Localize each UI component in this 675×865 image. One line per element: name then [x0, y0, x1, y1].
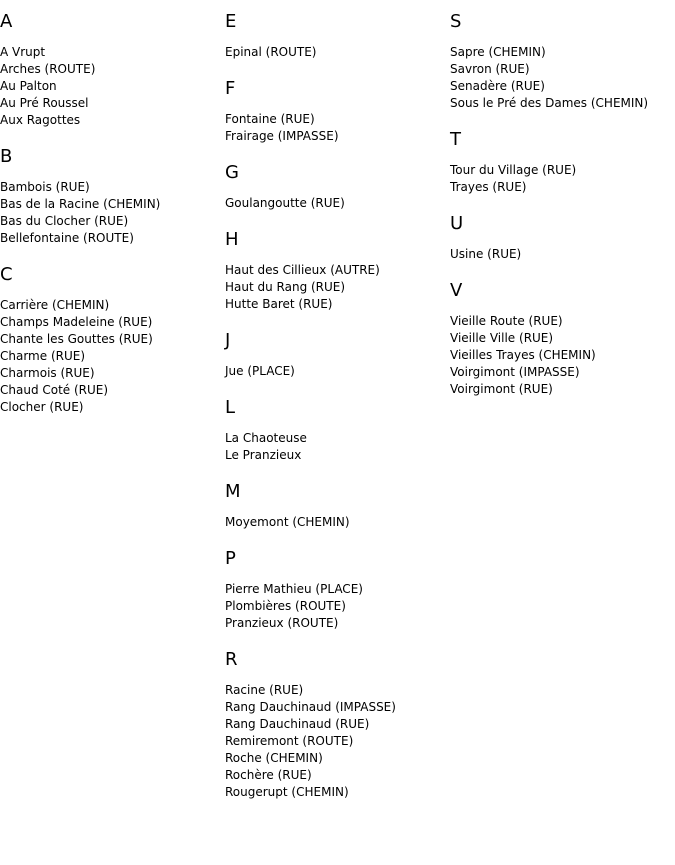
letter-section [450, 10, 675, 112]
section-letter-heading: M [225, 481, 241, 502]
street-link[interactable]: Chaud Coté (RUE) [0, 383, 109, 397]
street-list [225, 195, 450, 212]
letter-section [450, 279, 675, 398]
street-list [225, 44, 450, 61]
street-link[interactable]: Frairage (IMPASSE) [225, 129, 339, 143]
section-letter-heading: E [225, 11, 237, 32]
letter-section [225, 161, 450, 212]
section-letter-heading: F [225, 78, 236, 99]
street-link[interactable]: Hutte Baret (RUE) [225, 297, 333, 311]
street-link[interactable]: Savron (RUE) [450, 62, 530, 76]
street-link[interactable]: Rochère (RUE) [225, 768, 312, 782]
street-link[interactable]: Champs Madeleine (RUE) [0, 315, 153, 329]
street-link[interactable]: Tour du Village (RUE) [450, 163, 577, 177]
street-link[interactable]: Remiremont (ROUTE) [225, 734, 354, 748]
street-list [450, 313, 675, 398]
letter-section [225, 648, 450, 801]
letter-section [225, 396, 450, 464]
letter-section [0, 145, 225, 247]
street-link[interactable]: Haut des Cillieux (AUTRE) [225, 263, 380, 277]
street-link[interactable]: Fontaine (RUE) [225, 112, 315, 126]
street-link[interactable]: Vieille Ville (RUE) [450, 331, 554, 345]
section-letter-heading: P [225, 548, 236, 569]
street-link[interactable]: Sous le Pré des Dames (CHEMIN) [450, 96, 649, 110]
letter-section [225, 480, 450, 531]
street-link[interactable]: Rang Dauchinaud (RUE) [225, 717, 370, 731]
section-letter-heading: C [0, 264, 13, 285]
street-link[interactable]: Chante les Gouttes (RUE) [0, 332, 153, 346]
street-link[interactable]: Aux Ragottes [0, 113, 81, 127]
section-letter-heading: B [0, 146, 13, 167]
street-link[interactable]: Charme (RUE) [0, 349, 86, 363]
section-letter-heading: A [0, 11, 13, 32]
street-link[interactable]: A Vrupt [0, 45, 46, 59]
section-letter-heading: J [225, 330, 231, 351]
letter-section [450, 128, 675, 196]
street-list [225, 363, 450, 380]
section-letter-heading: U [450, 213, 464, 234]
street-index-column-3 [450, 0, 675, 414]
letter-section [0, 10, 225, 129]
section-letter-heading: V [450, 280, 463, 301]
street-list [0, 44, 225, 129]
street-link[interactable]: Arches (ROUTE) [0, 62, 96, 76]
street-link[interactable]: Voirgimont (RUE) [450, 382, 553, 396]
street-link[interactable]: Rougerupt (CHEMIN) [225, 785, 349, 799]
street-link[interactable]: Plombières (ROUTE) [225, 599, 346, 613]
street-link[interactable]: Voirgimont (IMPASSE) [450, 365, 580, 379]
street-link[interactable]: Roche (CHEMIN) [225, 751, 323, 765]
street-index-column-2 [225, 0, 450, 817]
street-link[interactable]: Pranzieux (ROUTE) [225, 616, 339, 630]
street-link[interactable]: Vieille Route (RUE) [450, 314, 563, 328]
street-link[interactable]: Sapre (CHEMIN) [450, 45, 546, 59]
street-link[interactable]: Vieilles Trayes (CHEMIN) [450, 348, 596, 362]
street-link[interactable]: Bambois (RUE) [0, 180, 90, 194]
section-letter-heading: L [225, 397, 236, 418]
street-list [0, 297, 225, 416]
street-link[interactable]: Senadère (RUE) [450, 79, 545, 93]
street-list [225, 514, 450, 531]
street-list [450, 44, 675, 112]
street-link[interactable]: La Chaoteuse [225, 431, 307, 445]
street-link[interactable]: Jue (PLACE) [225, 364, 295, 378]
street-link[interactable]: Racine (RUE) [225, 683, 304, 697]
section-letter-heading: R [225, 649, 238, 670]
section-letter-heading: S [450, 11, 462, 32]
section-letter-heading: T [450, 129, 461, 150]
letter-section [225, 10, 450, 61]
street-list [225, 430, 450, 464]
letter-section [0, 263, 225, 416]
street-link[interactable]: Haut du Rang (RUE) [225, 280, 346, 294]
street-link[interactable]: Bas du Clocher (RUE) [0, 214, 129, 228]
street-link[interactable]: Trayes (RUE) [450, 180, 527, 194]
street-list [225, 682, 450, 801]
letter-section [225, 329, 450, 380]
street-link[interactable]: Goulangoutte (RUE) [225, 196, 345, 210]
street-list [225, 111, 450, 145]
letter-section [225, 77, 450, 145]
letter-section [450, 212, 675, 263]
street-link[interactable]: Bellefontaine (ROUTE) [0, 231, 134, 245]
street-list [225, 581, 450, 632]
street-link[interactable]: Clocher (RUE) [0, 400, 84, 414]
street-index-column-1 [0, 0, 225, 432]
street-link[interactable]: Au Pré Roussel [0, 96, 89, 110]
street-link[interactable]: Charmois (RUE) [0, 366, 95, 380]
street-link[interactable]: Bas de la Racine (CHEMIN) [0, 197, 161, 211]
street-link[interactable]: Pierre Mathieu (PLACE) [225, 582, 363, 596]
street-list [450, 162, 675, 196]
letter-section [225, 547, 450, 632]
street-link[interactable]: Carrière (CHEMIN) [0, 298, 110, 312]
section-letter-heading: G [225, 162, 239, 183]
street-link[interactable]: Au Palton [0, 79, 57, 93]
street-link[interactable]: Epinal (ROUTE) [225, 45, 317, 59]
street-link[interactable]: Moyemont (CHEMIN) [225, 515, 350, 529]
street-list [0, 179, 225, 247]
street-list [225, 262, 450, 313]
street-link[interactable]: Usine (RUE) [450, 247, 522, 261]
street-link[interactable]: Rang Dauchinaud (IMPASSE) [225, 700, 396, 714]
street-list [450, 246, 675, 263]
letter-section [225, 228, 450, 313]
street-link[interactable]: Le Pranzieux [225, 448, 302, 462]
section-letter-heading: H [225, 229, 239, 250]
